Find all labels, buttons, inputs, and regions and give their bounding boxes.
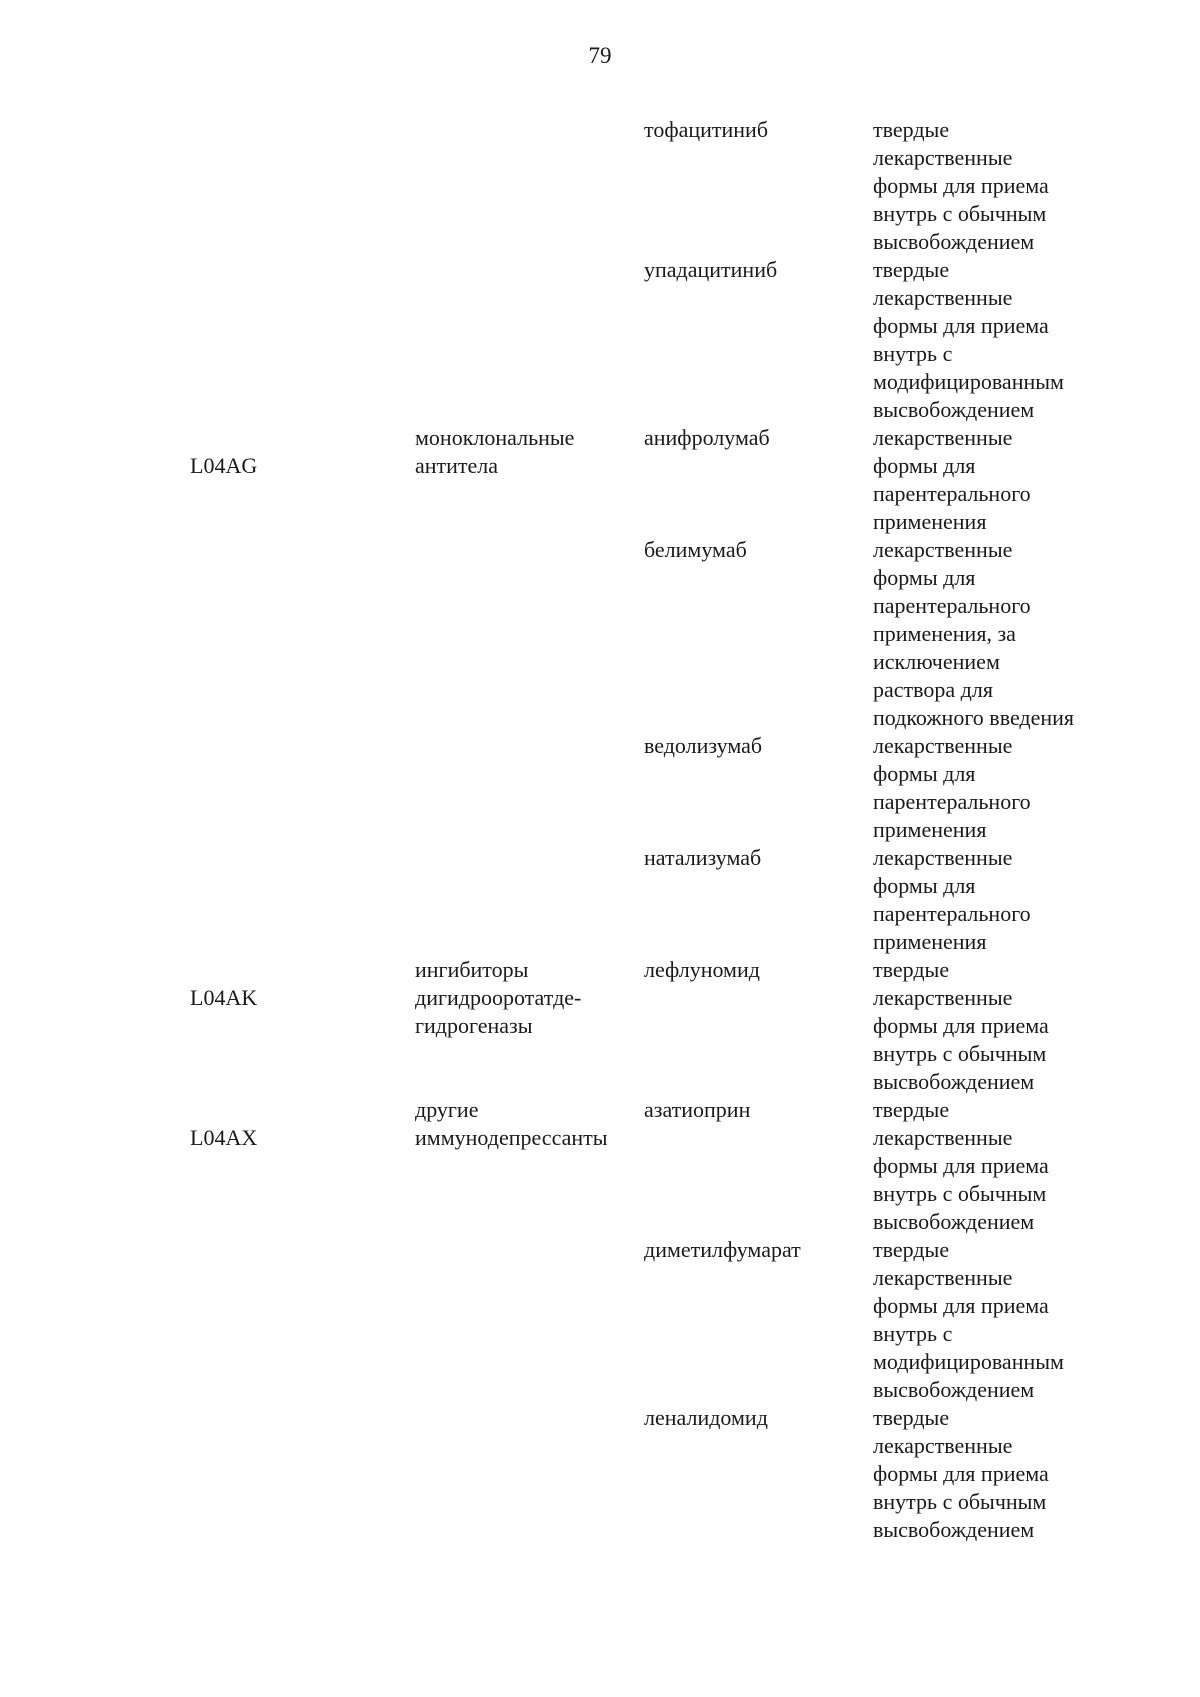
dosage-form: лекарственные формы для парентерального применения, за исключением раствора для подкожного введения xyxy=(873,537,1075,730)
drug-name: леналидомид xyxy=(644,1405,768,1430)
dosage-form: твердые лекарственные формы для приема внутрь с модифицированным высвобождением xyxy=(873,1237,1064,1402)
group-name: моноклональные антитела xyxy=(415,425,575,478)
atc-code-cell xyxy=(0,844,415,872)
table-row xyxy=(0,1404,1200,1544)
dosage-form: твердые лекарственные формы для приема внутрь с обычным высвобождением xyxy=(873,957,1049,1094)
dosage-form: твердые лекарственные формы для приема внутрь с обычным высвобождением xyxy=(873,1405,1049,1542)
group-name: ингибиторы дигидрооротатде- гидрогеназы xyxy=(415,957,582,1038)
atc-code-cell xyxy=(0,732,415,760)
drug-name: лефлуномид xyxy=(644,957,760,982)
table-row xyxy=(0,844,1200,956)
drug-name: диметилфумарат xyxy=(644,1237,801,1262)
dosage-form: твердые лекарственные формы для приема внутрь с обычным высвобождением xyxy=(873,1097,1049,1234)
table-row xyxy=(0,732,1200,844)
drug-table xyxy=(0,116,1200,1544)
atc-code: L04AX xyxy=(190,1125,258,1150)
dosage-form: твердые лекарственные формы для приема внутрь с обычным высвобождением xyxy=(873,117,1049,254)
table-row xyxy=(0,1096,1200,1236)
atc-code-cell xyxy=(0,116,415,144)
drug-name: азатиоприн xyxy=(644,1097,751,1122)
atc-code-cell xyxy=(0,1236,415,1264)
dosage-form: лекарственные формы для парентерального применения xyxy=(873,425,1031,534)
dosage-form: лекарственные формы для парентерального применения xyxy=(873,845,1031,954)
table-row xyxy=(0,1236,1200,1404)
drug-name: белимумаб xyxy=(644,537,747,562)
dosage-form: лекарственные формы для парентерального применения xyxy=(873,733,1031,842)
table-row xyxy=(0,256,1200,424)
drug-name: анифролумаб xyxy=(644,425,770,450)
drug-name: ведолизумаб xyxy=(644,733,763,758)
table-row xyxy=(0,116,1200,256)
table-row xyxy=(0,424,1200,536)
dosage-form: твердые лекарственные формы для приема внутрь с модифицированным высвобождением xyxy=(873,257,1064,422)
group-name: другие иммунодепрессанты xyxy=(415,1097,608,1150)
table-row xyxy=(0,536,1200,732)
atc-code-cell xyxy=(0,956,415,1012)
atc-code-cell xyxy=(0,1404,415,1432)
atc-code-cell xyxy=(0,256,415,284)
page-number: 79 xyxy=(588,43,612,68)
drug-name: тофацитиниб xyxy=(644,117,769,142)
atc-code-cell xyxy=(0,424,415,480)
table-row xyxy=(0,956,1200,1096)
atc-code: L04AG xyxy=(190,453,258,478)
atc-code: L04AK xyxy=(190,985,258,1010)
atc-code-cell xyxy=(0,536,415,564)
drug-name: натализумаб xyxy=(644,845,762,870)
atc-code-cell xyxy=(0,1096,415,1152)
drug-name: упадацитиниб xyxy=(644,257,778,282)
